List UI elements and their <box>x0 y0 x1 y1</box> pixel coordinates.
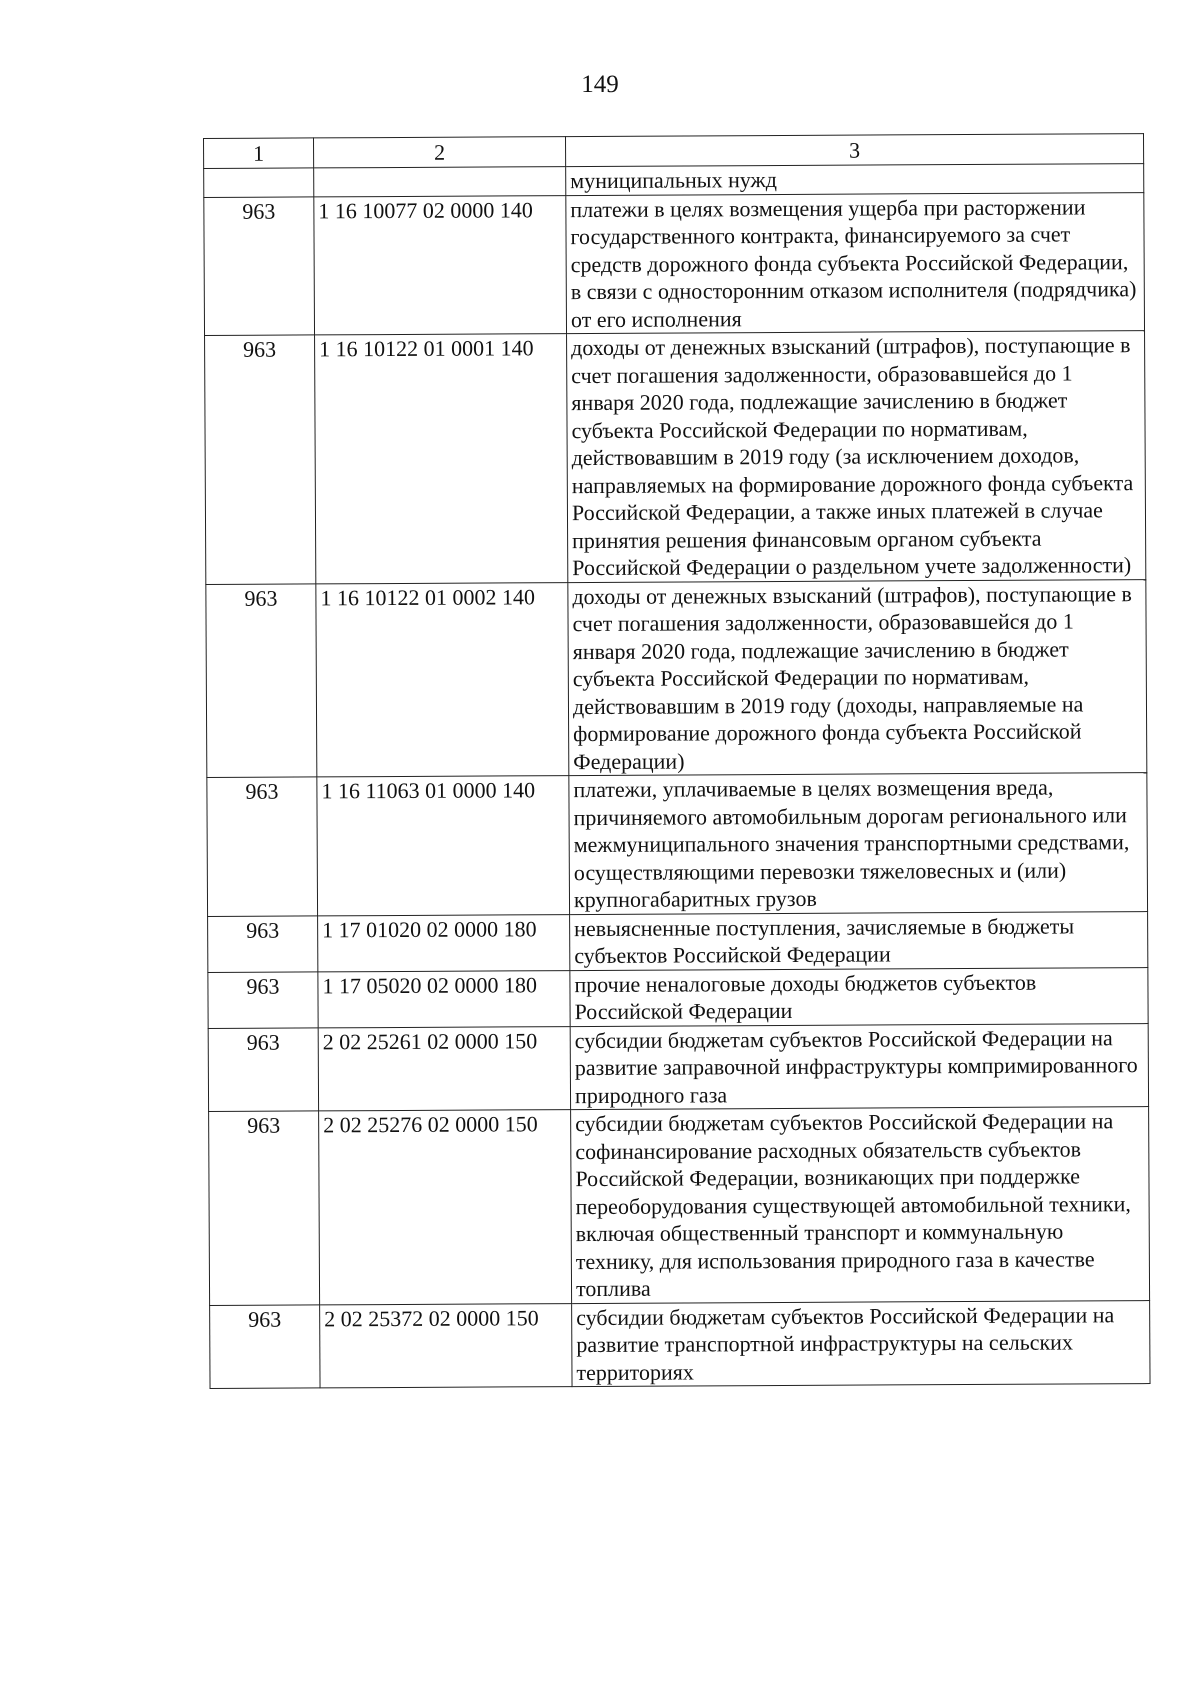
admin-code-cell: 963 <box>206 583 317 777</box>
budget-code-cell: 1 17 05020 02 0000 180 <box>318 970 570 1027</box>
table-row <box>208 1023 1148 1111</box>
table-row <box>207 773 1148 916</box>
description-cell: субсидии бюджетам субъектов Российской Федерации на софинансирование расходных обязательств субъектов Российской Федерации, возникающих при поддержке переоборудования существующей автомобильной техники, включая общественный транспорт и коммунальную технику, для использования природного газа в качестве топлива <box>571 1107 1150 1304</box>
budget-code-cell: 2 02 25276 02 0000 150 <box>319 1110 572 1305</box>
budget-code-cell: 2 02 25261 02 0000 150 <box>318 1026 570 1111</box>
admin-code-cell: 963 <box>210 1304 320 1388</box>
description-cell: платежи, уплачиваемые в целях возмещения вреда, причиняемого автомобильным дорогам регионального или межмуниципального значения транспортными средствами, осуществляющими перевозки тяжеловесных и (или) крупногабаритных грузов <box>569 773 1148 915</box>
admin-code-cell: 963 <box>208 971 318 1028</box>
table-row <box>208 967 1148 1028</box>
admin-code-cell: 963 <box>209 1111 320 1305</box>
budget-code-cell: 1 16 10122 01 0002 140 <box>316 582 569 777</box>
budget-code-cell: 1 16 11063 01 0000 140 <box>317 776 570 916</box>
column-header-2: 2 <box>314 137 566 168</box>
table-row <box>209 1107 1150 1305</box>
table-row <box>206 579 1147 777</box>
description-cell: прочие неналоговые доходы бюджетов субъектов Российской Федерации <box>570 967 1148 1026</box>
table-row <box>205 331 1146 584</box>
table-body <box>204 163 1150 1388</box>
table-row <box>208 911 1148 972</box>
description-cell: субсидии бюджетам субъектов Российской Федерации на развитие транспортной инфраструктуры на сельских территориях <box>572 1300 1150 1387</box>
admin-code-cell: 963 <box>205 335 316 584</box>
budget-code-cell: 1 16 10077 02 0000 140 <box>314 195 567 335</box>
column-header-1: 1 <box>204 138 314 168</box>
admin-code-cell: 963 <box>208 1027 318 1111</box>
table-row <box>210 1300 1150 1388</box>
budget-code-cell: 1 17 01020 02 0000 180 <box>318 914 570 971</box>
budget-code-cell: 1 16 10122 01 0001 140 <box>315 334 568 584</box>
continuation-admin-cell <box>204 167 314 197</box>
page-number: 149 <box>581 71 619 98</box>
table-row <box>204 192 1145 335</box>
description-cell: платежи в целях возмещения ущерба при расторжении государственного контракта, финансируемого за счет средств дорожного фонда субъекта Российской Федерации, в связи с односторонним отказом исполнителя (подрядчика) от его исполнения <box>566 192 1145 334</box>
description-cell: доходы от денежных взысканий (штрафов), поступающие в счет погашения задолженности, образовавшейся до 1 января 2020 года, подлежащие зачислению в бюджет субъекта Российской Федерации по нормативам, действовавшим в 2019 году (доходы, направляемые на формирование дорожного фонда субъекта Российской Федерации) <box>568 579 1147 776</box>
column-header-3: 3 <box>565 134 1143 167</box>
revenue-codes-table <box>203 133 1151 1389</box>
continuation-description-cell: муниципальных нужд <box>566 163 1144 195</box>
continuation-code-cell <box>314 166 566 196</box>
budget-code-cell: 2 02 25372 02 0000 150 <box>320 1303 572 1388</box>
description-cell: доходы от денежных взысканий (штрафов), поступающие в счет погашения задолженности, образовавшейся до 1 января 2020 года, подлежащие зачислению в бюджет субъекта Российской Федерации по нормативам, действовавшим в 2019 году (за исключением доходов, направляемых на формирование дорожного фонда субъекта Российской Федерации, а также иных платежей в случае принятия решения финансовым органом субъекта Российской Федерации о раздельном учете задолженности) <box>567 331 1146 583</box>
description-cell: субсидии бюджетам субъектов Российской Федерации на развитие заправочной инфраструктуры компримированного природного газа <box>570 1023 1148 1110</box>
admin-code-cell: 963 <box>207 777 318 916</box>
admin-code-cell: 963 <box>208 915 318 972</box>
admin-code-cell: 963 <box>204 196 315 335</box>
description-cell: невыясненные поступления, зачисляемые в бюджеты субъектов Российской Федерации <box>570 911 1148 970</box>
